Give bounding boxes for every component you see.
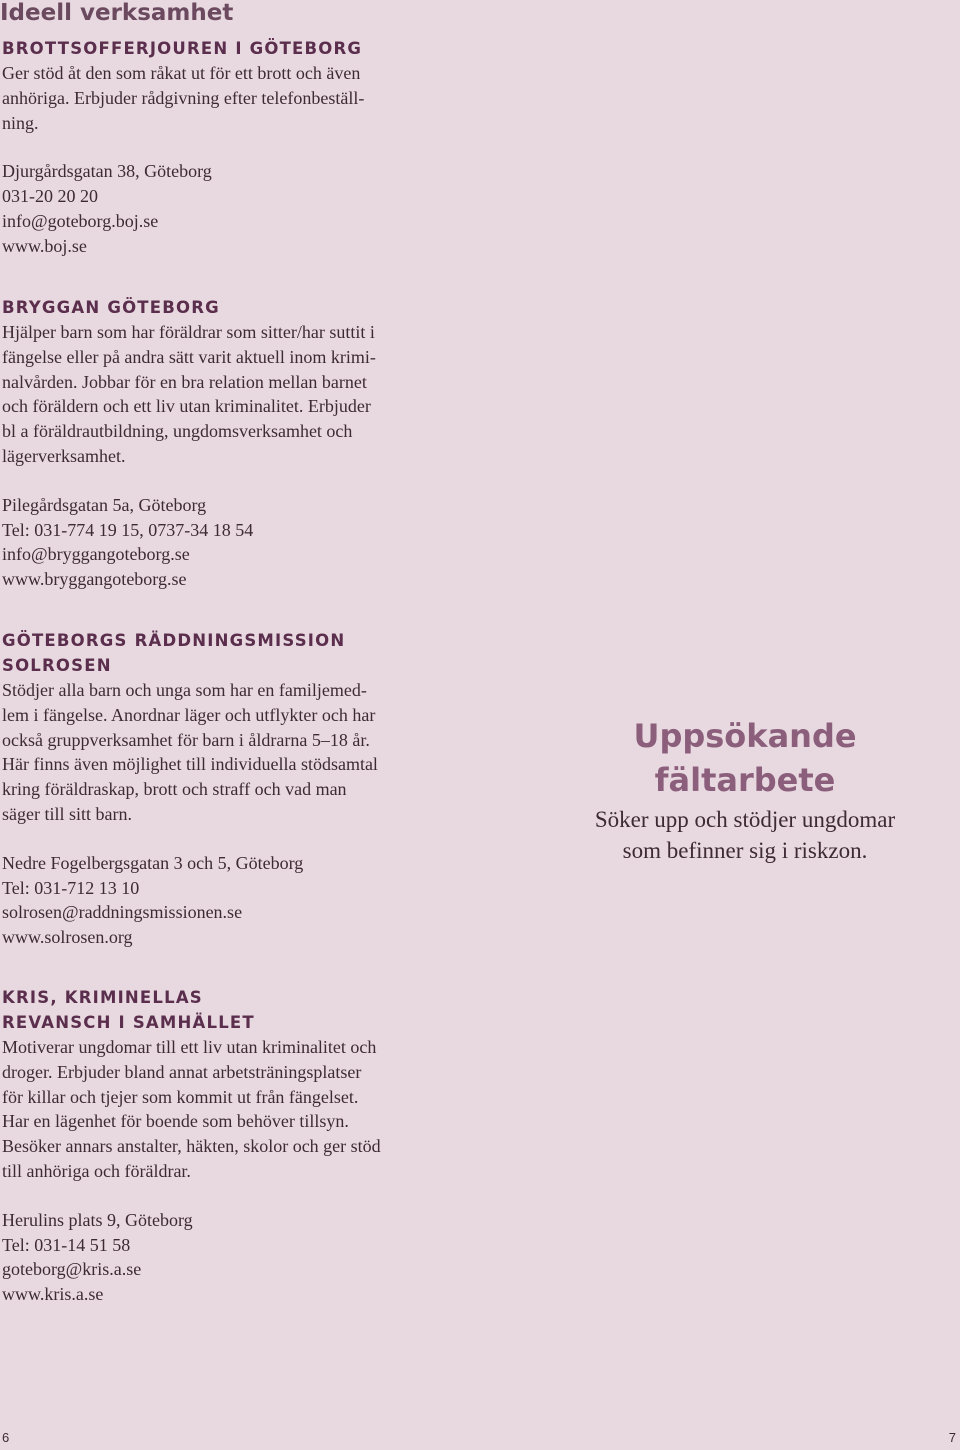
org-description-line: Har en lägenhet för boende som behöver tillsyn. [2,1111,349,1132]
org-bryggan [2,295,442,592]
org-phone: Tel: 031-774 19 15, 0737-34 18 54 [2,519,254,540]
org-name: BRYGGAN GÖTEBORG [2,298,220,317]
org-solrosen [2,628,442,950]
org-description-line: bl a föräldrautbildning, ungdomsverksamhet och [2,421,353,442]
org-description-line: Motiverar ungdomar till ett liv utan kriminalitet och [2,1037,377,1057]
org-description-line: fängelse eller på andra sätt varit aktuell inom krimi- [2,346,376,367]
org-kris [2,985,442,1307]
org-description-line: för killar och tjejer som kommit ut från fängelset. [2,1086,359,1107]
org-name: BROTTSOFFERJOUREN I GÖTEBORG [2,39,363,58]
org-email[interactable]: solrosen@raddningsmissionen.se [2,902,243,923]
org-contact [2,159,442,258]
org-address: Herulins plats 9, Göteborg [2,1209,193,1230]
org-description-line: droger. Erbjuder bland annat arbetsträningsplatser [2,1061,362,1082]
org-name: REVANSCH I SAMHÄLLET [2,1013,255,1032]
org-description-line: Besöker annars anstalter, häkten, skolor och ger stöd [2,1136,381,1157]
org-description-line: kring föräldraskap, brott och straff och vad man [2,779,347,800]
org-website[interactable]: www.boj.se [2,235,87,256]
org-description-line: säger till sitt barn. [2,803,132,824]
org-email[interactable]: goteborg@kris.a.se [2,1259,142,1280]
org-phone: Tel: 031-712 13 10 [2,877,140,898]
org-description-line: också gruppverksamhet för barn i åldrarna 5–18 år. [2,729,370,750]
org-email[interactable]: info@goteborg.boj.se [2,210,159,231]
callout-text: Söker upp och stödjer ungdomar [594,807,896,832]
org-contact [2,1208,442,1307]
page-number-right: 7 [948,1430,956,1445]
org-description-line: lem i fängelse. Anordnar läger och utflykter och har [2,704,376,725]
org-website[interactable]: www.bryggangoteborg.se [2,569,187,590]
org-description-line: lägerverksamhet. [2,445,126,466]
org-email[interactable]: info@bryggangoteborg.se [2,544,190,565]
org-address: Pilegårdsgatan 5a, Göteborg [2,494,207,515]
org-address: Nedre Fogelbergsgatan 3 och 5, Göteborg [2,852,304,873]
org-description-line: anhöriga. Erbjuder rådgivning efter telefonbeställ- [2,87,365,108]
org-brottsofferjouren [2,36,442,259]
org-description-line: Stödjer alla barn och unga som har en familjemed- [2,680,367,700]
callout-title: fältarbete [654,761,836,799]
org-phone: Tel: 031-14 51 58 [2,1234,131,1255]
callout-outreach [560,714,930,866]
org-description-line: Hjälper barn som har föräldrar som sitter/har suttit i [2,322,375,342]
org-description-line: Ger stöd åt den som råkat ut för ett brott och även [2,63,361,83]
org-contact [2,851,442,950]
org-contact [2,493,442,592]
org-name: GÖTEBORGS RÄDDNINGSMISSION [2,631,346,650]
org-name: KRIS, KRIMINELLAS [2,988,203,1007]
org-description-line: och föräldern och ett liv utan kriminalitet. Erbjuder [2,396,371,417]
org-website[interactable]: www.solrosen.org [2,927,133,948]
org-phone: 031-20 20 20 [2,186,98,207]
page-title: Ideell verksamhet [0,0,234,26]
org-description-line: nalvården. Jobbar för en bra relation mellan barnet [2,371,367,392]
org-address: Djurgårdsgatan 38, Göteborg [2,161,212,182]
org-description-line: till anhöriga och föräldrar. [2,1160,191,1181]
callout-title: Uppsökande [633,717,857,755]
callout-text: som befinner sig i riskzon. [622,838,868,863]
org-description-line: Här finns även möjlighet till individuella stödsamtal [2,754,378,775]
page-number-left: 6 [2,1430,10,1445]
org-website[interactable]: www.kris.a.se [2,1284,104,1305]
org-name: SOLROSEN [2,656,112,675]
org-description-line: ning. [2,112,39,133]
